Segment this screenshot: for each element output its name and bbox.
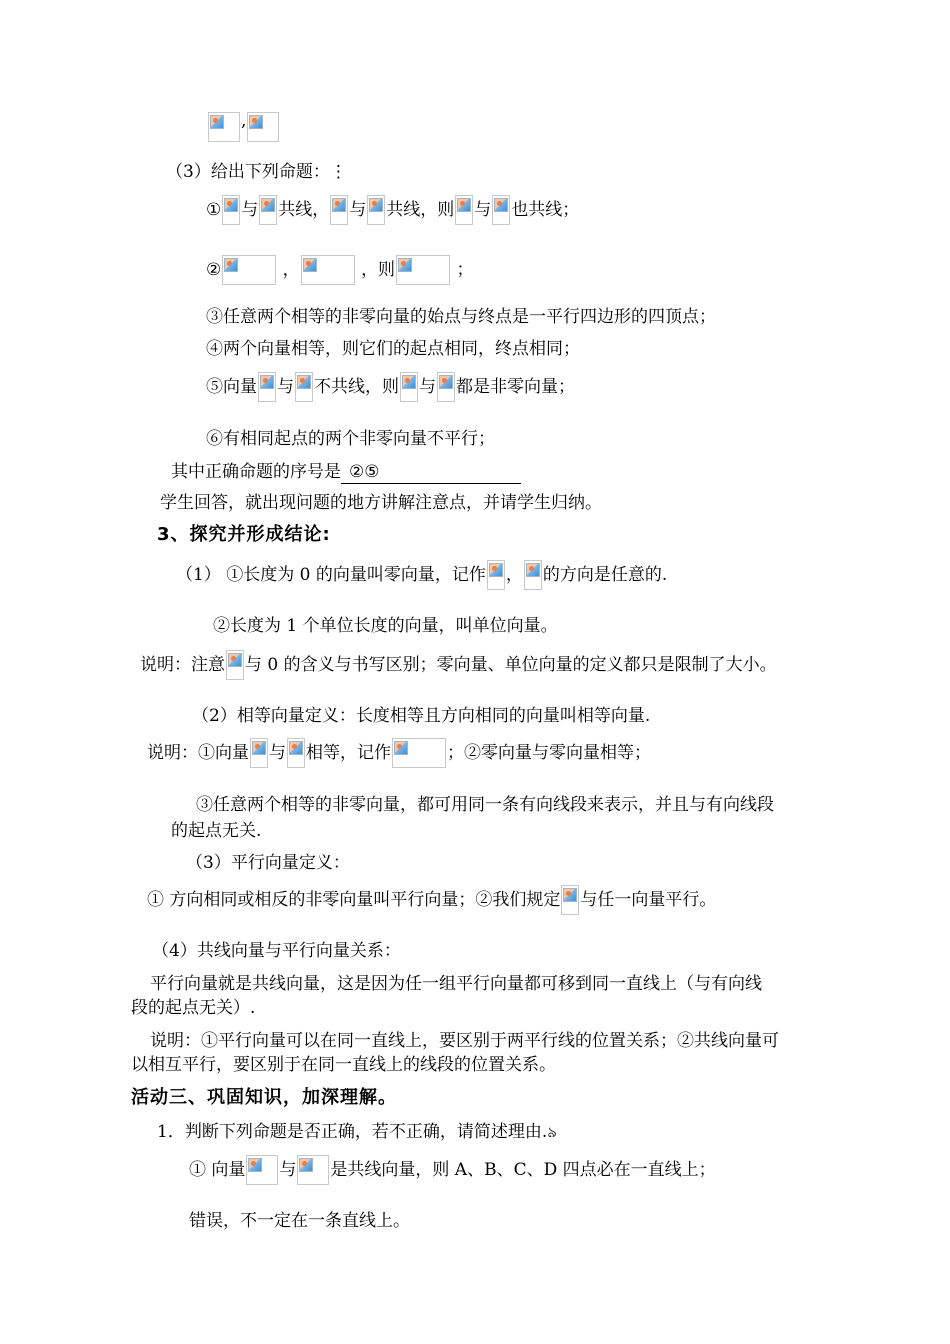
vector-image xyxy=(492,195,510,225)
snail-glyph: ৯ xyxy=(547,1123,557,1141)
question-1-item-1: ① 向量 与 是共线向量，则 A、B、C、D 四点必在一直线上； xyxy=(189,1155,716,1185)
relation-line2: 段的起点无关）. xyxy=(131,998,256,1018)
question-1-answer: 错误，不一定在一条直线上。 xyxy=(189,1211,410,1231)
vector-image xyxy=(455,195,473,225)
vector-image xyxy=(246,1155,278,1185)
teacher-note: 学生回答，就出现问题的地方讲解注意点，并请学生归纳。 xyxy=(160,493,602,513)
zero-vector-def: （1） ①长度为 0 的向量叫零向量，记作 ， 的方向是任意的. xyxy=(176,560,667,590)
proposition-1: ① 与 共线， 与 共线，则 与 也共线； xyxy=(206,195,579,225)
proposition-2: ② ， ，则 ； xyxy=(206,255,473,285)
top-image-pair: , xyxy=(207,110,280,142)
relation-line1: 平行向量就是共线向量，这是因为任一组平行向量都可移到同一直线上（与有向线 xyxy=(150,974,762,994)
parallel-vector-def: （3）平行向量定义： xyxy=(186,853,350,873)
equal-vector-note3-line1: ③任意两个相等的非零向量，都可用同一条有向线段来表示，并且与有向线段 xyxy=(196,795,774,815)
unit-vector-def: ②长度为 1 个单位长度的向量，叫单位向量。 xyxy=(213,616,558,636)
vector-image xyxy=(222,195,240,225)
relation-note-line2: 以相互平行，要区别于在同一直线上的线段的位置关系。 xyxy=(131,1055,556,1075)
parallel-vector-line: ① 方向相同或相反的非零向量叫平行向量；②我们规定 与任一向量平行。 xyxy=(147,885,716,915)
equal-vector-note: 说明：①向量 与 相等，记作 ；②零向量与零向量相等； xyxy=(147,738,651,768)
vector-image xyxy=(487,560,505,590)
vector-image xyxy=(250,738,268,768)
vector-image xyxy=(437,372,455,402)
vector-image xyxy=(400,372,418,402)
section3-heading: 3、探究并形成结论: xyxy=(157,524,331,545)
vector-image xyxy=(247,112,279,142)
vector-image xyxy=(297,1155,329,1185)
answer-blank: ②⑤ xyxy=(341,461,521,484)
vector-image xyxy=(301,255,355,285)
vector-image xyxy=(392,738,446,768)
vector-image xyxy=(367,195,385,225)
vector-image xyxy=(295,372,313,402)
answer-line: 其中正确命题的序号是 ②⑤ xyxy=(171,461,521,484)
vector-image xyxy=(396,255,450,285)
vector-image xyxy=(561,885,579,915)
vector-image xyxy=(287,738,305,768)
question-1: 1．判断下列命题是否正确，若不正确，请简述理由.৯ xyxy=(157,1122,557,1142)
relation-note-line1: 说明：①平行向量可以在同一直线上，要区别于两平行线的位置关系；②共线向量可 xyxy=(150,1031,779,1051)
activity3-heading: 活动三、巩固知识，加深理解。 xyxy=(131,1087,397,1108)
vector-image xyxy=(258,372,276,402)
vector-image xyxy=(524,560,542,590)
proposition-5: ⑤向量 与 不共线，则 与 都是非零向量； xyxy=(206,372,575,402)
vector-image xyxy=(259,195,277,225)
proposition-3: ③任意两个相等的非零向量的始点与终点是一平行四边形的四顶点； xyxy=(206,307,716,327)
vector-image xyxy=(226,650,244,680)
item3-heading: （3）给出下列命题：⋮ xyxy=(166,162,347,182)
vector-image xyxy=(330,195,348,225)
relation-heading: （4）共线向量与平行向量关系： xyxy=(152,941,401,961)
proposition-4: ④两个向量相等，则它们的起点相同，终点相同； xyxy=(206,339,580,359)
proposition-6: ⑥有相同起点的两个非零向量不平行； xyxy=(206,429,495,449)
equal-vector-note3-line2: 的起点无关. xyxy=(171,821,262,841)
zero-vector-note: 说明：注意 与 0 的含义与书写区别；零向量、单位向量的定义都只是限制了大小。 xyxy=(140,650,777,680)
vector-image xyxy=(208,112,240,142)
equal-vector-def: （2）相等向量定义：长度相等且方向相同的向量叫相等向量. xyxy=(192,706,651,726)
vector-image xyxy=(222,255,276,285)
